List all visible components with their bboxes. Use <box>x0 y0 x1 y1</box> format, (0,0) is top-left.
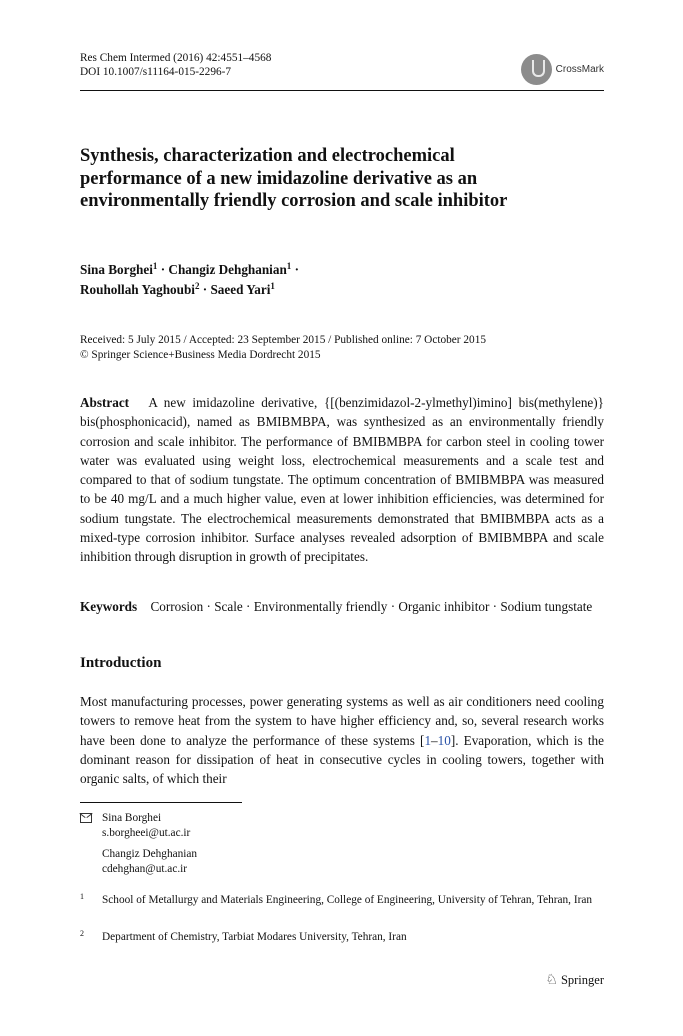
contact-email[interactable]: s.borgheei@ut.ac.ir <box>102 826 191 839</box>
page-header <box>80 51 604 91</box>
crossmark-icon <box>521 54 552 85</box>
affiliation <box>80 930 604 945</box>
doi[interactable]: DOI 10.1007/s11164-015-2296-7 <box>80 66 232 78</box>
section-heading-introduction: Introduction <box>80 655 162 671</box>
author-separator: · <box>294 262 299 277</box>
publication-dates <box>80 333 604 363</box>
journal-citation: Res Chem Intermed (2016) 42:4551–4568 <box>80 52 272 64</box>
citation-link[interactable]: 10 <box>437 732 451 748</box>
author-list <box>80 260 560 300</box>
abstract <box>80 393 604 567</box>
corresponding-contacts <box>80 811 604 876</box>
history-dates: Received: 5 July 2015 / Accepted: 23 September 2015 / Published online: 7 October 2015 <box>80 334 486 346</box>
crossmark-label: CrossMark <box>555 64 604 75</box>
footnote-rule <box>80 802 242 803</box>
keywords-label: Keywords <box>80 599 138 614</box>
envelope-icon <box>80 813 92 823</box>
author-separator: · <box>160 262 166 277</box>
publisher-name: Springer <box>560 973 604 987</box>
keywords <box>80 597 604 616</box>
author-name[interactable]: Changiz Dehghanian <box>168 262 287 277</box>
author-separator: · <box>202 282 208 297</box>
affiliation-number: 1 <box>80 892 84 901</box>
citation-dash: – <box>431 732 438 748</box>
affiliation <box>80 893 604 908</box>
springer-horse-icon: ♘ <box>545 973 558 988</box>
paper-title: Synthesis, characterization and electrochemical performance of a new imidazoline derivative as an environmentally friendly corrosion and scale inhibitor <box>80 146 508 211</box>
affiliation-text: School of Metallurgy and Materials Engineering, College of Engineering, University of Tehran, Tehran, Iran <box>102 894 593 906</box>
citation-link[interactable]: 1 <box>424 732 432 748</box>
author-name[interactable]: Sina Borghei <box>80 262 153 277</box>
copyright-notice: © Springer Science+Business Media Dordrecht 2015 <box>80 349 321 361</box>
affiliation-number: 2 <box>80 929 84 938</box>
intro-text-start: Most manufacturing processes, power generating systems as well as air conditioners need cooling towers to remove heat from the system to have higher efficiency and, so, several research works have been done to analyze the performance of these systems [ <box>80 694 604 748</box>
publisher-logo <box>545 972 604 989</box>
author-name[interactable]: Saeed Yari <box>210 282 271 297</box>
author-affiliation-mark: 1 <box>152 261 158 271</box>
author-affiliation-mark: 1 <box>286 261 292 271</box>
contact-entry <box>80 847 604 876</box>
keywords-text: Corrosion · Scale · Environmentally friendly · Organic inhibitor · Sodium tungstate <box>150 599 593 614</box>
abstract-text: A new imidazoline derivative, {[(benzimidazol-2-ylmethyl)imino] bis(methylene)} bis(phosphonicacid), named as BMIBMBPA, was synthesized as an environmentally friendly corrosion and scale inhibitor. The performance of BMIBMBPA for carbon steel in cooling tower water was evaluated using weight loss, electrochemical measurements and a scale test and compared to that of sodium tungstate. The optimum concentration of BMIBMBPA was measured to be 40 mg/L and a much higher value, even at lower inhibition efficiencies, was determined for sodium tungstate. The electrochemical measurements demonstrated that BMIBMBPA acts as a mixed-type corrosion inhibitor. Surface analyses revealed adsorption of BMIBMBPA and scale inhibition through disruption in growth of precipitates. <box>80 395 605 565</box>
contact-entry <box>80 811 604 840</box>
affiliation-text: Department of Chemistry, Tarbiat Modares University, Tehran, Iran <box>102 931 407 943</box>
header-rule <box>80 90 604 91</box>
contact-email[interactable]: cdehghan@ut.ac.ir <box>102 862 188 875</box>
author-affiliation-mark: 2 <box>194 281 200 291</box>
intro-text-end: ]. Evaporation, which is the dominant reason for dissipation of heat in consecutive cycles in cooling towers, together with organic salts, of which their <box>80 732 604 787</box>
author-affiliation-mark: 1 <box>270 281 275 291</box>
introduction-paragraph <box>80 692 604 788</box>
crossmark-badge[interactable] <box>521 54 604 85</box>
contact-name: Changiz Dehghanian <box>102 848 198 860</box>
contact-name: Sina Borghei <box>102 812 162 824</box>
author-name[interactable]: Rouhollah Yaghoubi <box>80 282 195 297</box>
abstract-label: Abstract <box>80 395 130 410</box>
